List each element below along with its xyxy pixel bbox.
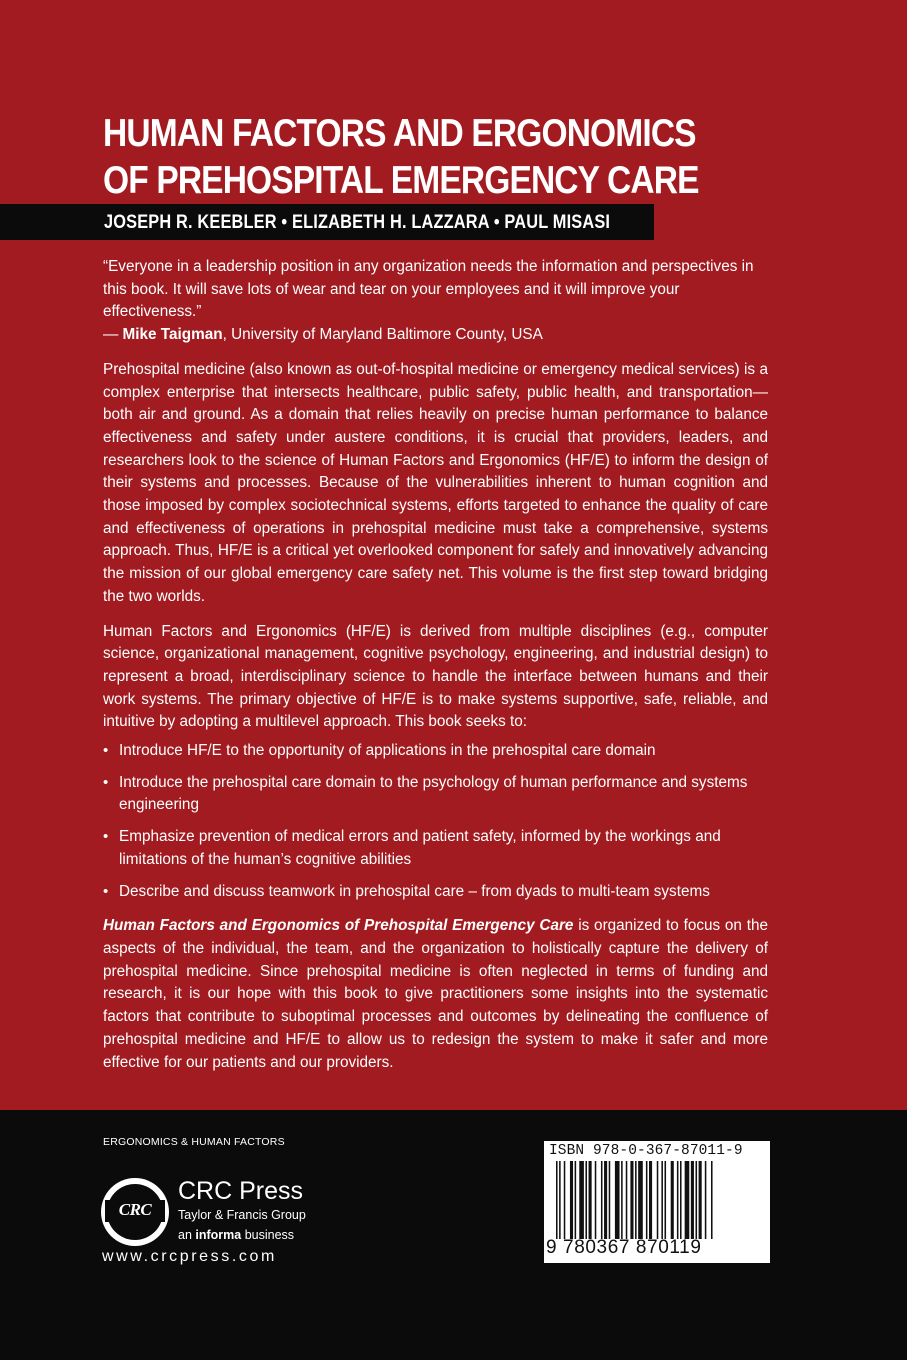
barcode-stripe bbox=[604, 1161, 607, 1239]
bullet-icon: • bbox=[103, 773, 109, 791]
list-item-text: Introduce the prehospital care domain to the psychology of human performance and systems engineering bbox=[119, 773, 748, 814]
business-prefix: an bbox=[178, 1228, 196, 1242]
barcode-stripe bbox=[556, 1161, 558, 1239]
barcode-stripe bbox=[626, 1161, 628, 1239]
barcode-stripe bbox=[691, 1161, 694, 1239]
list-item bbox=[103, 772, 768, 817]
barcode-stripe bbox=[680, 1161, 682, 1239]
list-item bbox=[103, 826, 768, 871]
barcode-digits: 9 780367 870119 bbox=[546, 1237, 702, 1258]
barcode-bars-icon bbox=[556, 1161, 760, 1239]
publisher-business bbox=[178, 1228, 294, 1243]
isbn-barcode bbox=[544, 1141, 770, 1263]
back-cover-text bbox=[103, 256, 768, 1074]
barcode-stripe bbox=[671, 1161, 674, 1239]
description-paragraph-2: Human Factors and Ergonomics (HF/E) is derived from multiple disciplines (e.g., computer science, organizational management, cognitive psychology, engineering, and industrial design) to represent a broad, interdisciplinary science to handle the interface between humans and their work systems. The primary objective of HF/E is to make systems supportive, safe, reliable, and intuitive by adopting a multilevel approach. This book seeks to: bbox=[103, 622, 768, 731]
list-item-text: Introduce HF/E to the opportunity of applications in the prehospital care domain bbox=[119, 742, 656, 760]
publisher-url: www.crcpress.com bbox=[102, 1248, 277, 1265]
barcode-stripe bbox=[705, 1161, 707, 1239]
author-names: JOSEPH R. KEEBLER • ELIZABETH H. LAZZARA • PAUL MISASI bbox=[104, 212, 611, 233]
barcode-stripe bbox=[575, 1161, 577, 1239]
barcode-stripe bbox=[696, 1161, 698, 1239]
attribution-dash: — bbox=[103, 326, 123, 344]
informa-wordmark: informa bbox=[195, 1228, 242, 1242]
barcode-stripe bbox=[559, 1161, 561, 1239]
book-title-inline: Human Factors and Ergonomics of Prehospital Emergency Care bbox=[103, 917, 574, 935]
barcode-stripe bbox=[649, 1161, 652, 1239]
barcode-stripe bbox=[685, 1161, 690, 1239]
description-paragraph-3 bbox=[103, 915, 768, 1074]
list-item-text: Describe and discuss teamwork in prehospital care – from dyads to multi-team systems bbox=[119, 882, 710, 900]
description-paragraph-1: Prehospital medicine (also known as out-of-hospital medicine or emergency medical services) is a complex enterprise that intersects healthcare, public safety, public health, and transportation—both air and ground. As a domain that relies heavily on precise human performance to balance effectiveness and safety under austere conditions, it is crucial that providers, leaders, and researchers look to the science of Human Factors and Ergonomics (HF/E) to inform the design of their systems and processes. Because of the vulnerabilities inherent to human cognition and those imposed by complex sociotechnical systems, efforts targeted to enhance the quality of care and effectiveness of operations in prehospital medicine must take a comprehensive, systems approach. Thus, HF/E is a critical yet overlooked component for safely and innovatively advancing the mission of our global emergency care safety net. This volume is the first step toward bridging the two worlds. bbox=[103, 360, 768, 605]
list-item bbox=[103, 881, 768, 904]
barcode-stripe bbox=[589, 1161, 592, 1239]
barcode-stripe bbox=[609, 1161, 611, 1239]
publisher-group: Taylor & Francis Group bbox=[178, 1208, 306, 1222]
bullet-icon: • bbox=[103, 882, 109, 900]
barcode-stripe bbox=[638, 1161, 643, 1239]
barcode-stripe bbox=[585, 1161, 587, 1239]
isbn-label: ISBN 978-0-367-87011-9 bbox=[549, 1143, 743, 1159]
barcode-stripe bbox=[661, 1161, 663, 1239]
barcode-stripe bbox=[699, 1161, 702, 1239]
publisher-name: CRC Press bbox=[178, 1177, 304, 1205]
barcode-stripe bbox=[677, 1161, 679, 1239]
logo-text: CRC bbox=[118, 1200, 152, 1219]
list-item bbox=[103, 740, 768, 763]
goals-list bbox=[103, 740, 768, 903]
barcode-stripe bbox=[711, 1161, 713, 1239]
barcode-stripe bbox=[564, 1161, 566, 1239]
barcode-stripe bbox=[657, 1161, 659, 1239]
title-line-2: OF PREHOSPITAL EMERGENCY CARE bbox=[103, 159, 699, 202]
quote-attribution bbox=[103, 324, 768, 347]
barcode-stripe bbox=[621, 1161, 623, 1239]
quote-text: “Everyone in a leadership position in any organization needs the information and perspectives in this book. It will save lots of wear and tear on your employees and it will improve your effectiveness.” bbox=[103, 258, 754, 321]
barcode-stripe bbox=[595, 1161, 597, 1239]
book-title bbox=[103, 110, 705, 204]
barcode-stripe bbox=[665, 1161, 667, 1239]
barcode-stripe bbox=[630, 1161, 633, 1239]
barcode-stripe bbox=[615, 1161, 620, 1239]
business-suffix: business bbox=[241, 1228, 295, 1242]
series-label: ERGONOMICS & HUMAN FACTORS bbox=[103, 1136, 285, 1148]
barcode-stripe bbox=[570, 1161, 573, 1239]
crc-logo bbox=[101, 1178, 169, 1246]
title-line-1: HUMAN FACTORS AND ERGONOMICS bbox=[103, 112, 696, 155]
barcode-stripe bbox=[646, 1161, 648, 1239]
paragraph-3-text: is organized to focus on the aspects of the individual, the team, and the organization to holistically capture the delivery of prehospital medicine. Since prehospital medicine is often neglected in terms of funding and research, it is our hope with this book to give practitioners some insights into the systematic factors that contribute to suboptimal processes and outcomes by delineating the confluence of prehospital medicine and HF/E to allow us to redesign the system to make it safer and more effective for our patients and our providers. bbox=[103, 917, 768, 1071]
barcode-stripe bbox=[579, 1161, 584, 1239]
bullet-icon: • bbox=[103, 742, 109, 760]
endorser-affiliation: , University of Maryland Baltimore County, USA bbox=[222, 326, 543, 344]
list-item-text: Emphasize prevention of medical errors and patient safety, informed by the workings and limitations of the human’s cognitive abilities bbox=[119, 828, 721, 868]
endorser-name: Mike Taigman bbox=[122, 326, 223, 344]
endorsement-quote bbox=[103, 256, 768, 347]
barcode-stripe bbox=[635, 1161, 637, 1239]
bullet-icon: • bbox=[103, 828, 109, 846]
barcode-stripe bbox=[601, 1161, 603, 1239]
